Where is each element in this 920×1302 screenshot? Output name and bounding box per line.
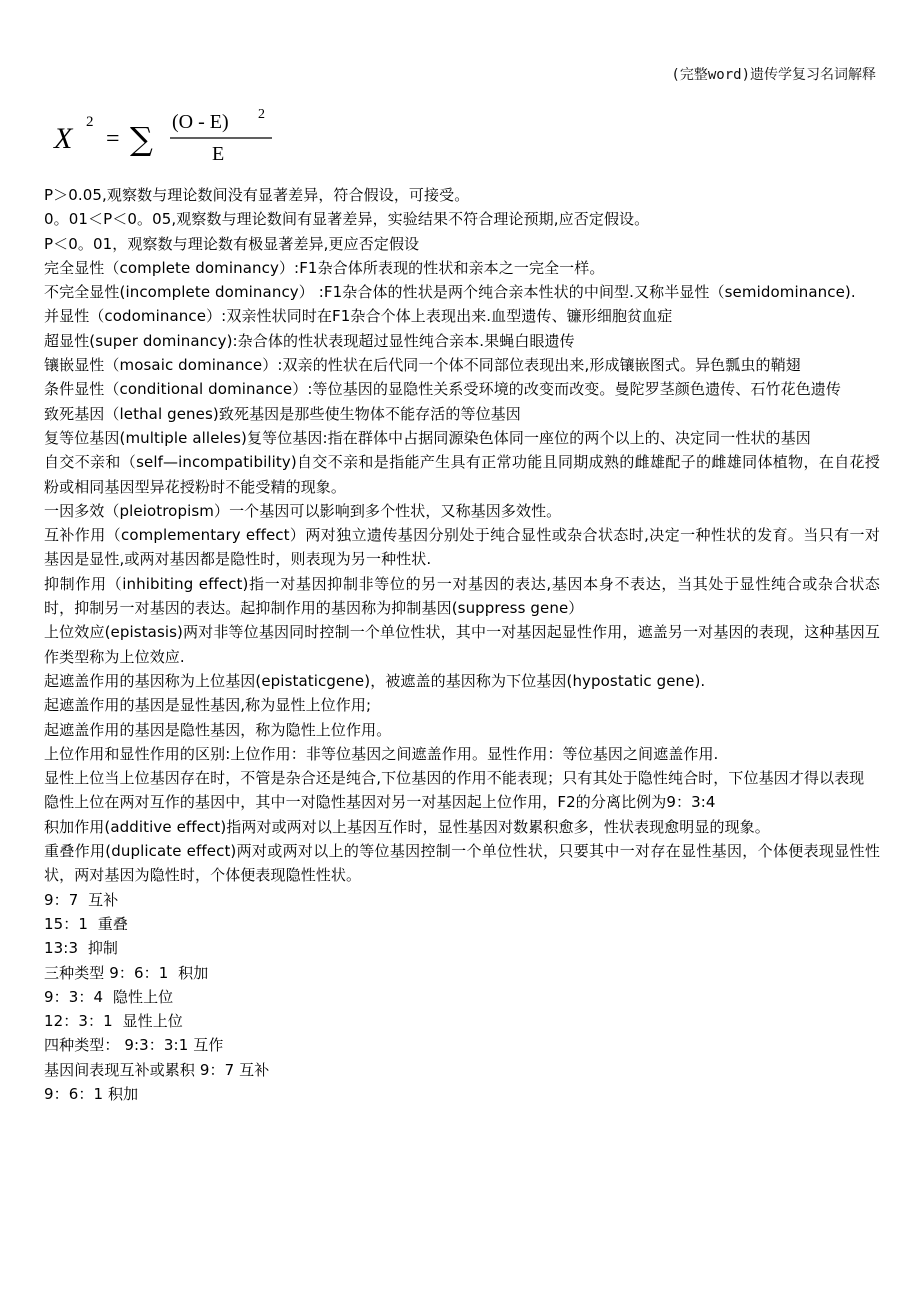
paragraph: 不完全显性(incomplete dominancy） :F1杂合体的性状是两个纯合亲本性状的中间型.又称半显性（semidominance).	[44, 283, 856, 302]
formula-denominator: E	[212, 143, 225, 165]
ratio-line: 12：3：1 显性上位	[44, 1012, 183, 1031]
paragraph: 0。01＜P＜0。05,观察数与理论数间有显著差异，实验结果不符合理论预期,应否定假设。	[44, 210, 650, 229]
paragraph: 上位效应(epistasis)两对非等位基因同时控制一个单位性状，其中一对基因起显性作用，遮盖另一对基因的表现，这种基因互作类型称为上位效应.	[44, 623, 880, 666]
paragraph: 积加作用(additive effect)指两对或两对以上基因互作时，显性基因对数累积愈多，性状表现愈明显的现象。	[44, 817, 770, 836]
formula-numerator: (O - E)	[172, 111, 229, 133]
ratio-line: 9：7 互补	[44, 890, 119, 909]
ratio-line: 13:3 抑制	[44, 939, 119, 958]
formula-lhs: X	[54, 122, 73, 155]
document-body	[44, 183, 880, 1106]
ratio-line: 9：6：1 积加	[44, 1084, 139, 1103]
paragraph: 起遮盖作用的基因是显性基因,称为显性上位作用;	[44, 696, 372, 715]
paragraph: 重叠作用(duplicate effect)两对或两对以上的等位基因控制一个单位性状，只要其中一对存在显性基因，个体便表现显性性状，两对基因为隐性时，个体便表现隐性性状。	[44, 842, 880, 885]
ratio-line: 四种类型： 9:3：3:1 互作	[44, 1036, 224, 1055]
paragraph: P＜0。01，观察数与理论数有极显著差异,更应否定假设	[44, 234, 420, 253]
paragraph: 条件显性（conditional dominance）:等位基因的显隐性关系受环境的改变而改变。曼陀罗茎颜色遗传、石竹花色遗传	[44, 380, 841, 399]
document-header: (完整word)遗传学复习名词解释	[671, 67, 876, 83]
paragraph: 抑制作用（inhibiting effect)指一对基因抑制非等位的另一对基因的表达,基因本身不表达，当其处于显性纯合或杂合状态时，抑制另一对基因的表达。起抑制作用的基因称为抑制基因(suppress gene）	[44, 574, 880, 618]
paragraph: P＞0.05,观察数与理论数间没有显著差异，符合假设，可接受。	[44, 186, 470, 204]
formula-equals: =	[106, 126, 120, 152]
chi-square-formula	[42, 96, 282, 168]
paragraph: 超显性(super dominancy):杂合体的性状表现超过显性纯合亲本.果蝇白眼遗传	[44, 331, 575, 350]
paragraph: 隐性上位在两对互作的基因中，其中一对隐性基因对另一对基因起上位作用，F2的分离比例为9：3:4	[44, 793, 716, 812]
ratio-line: 基因间表现互补或累积 9：7 互补	[44, 1060, 270, 1079]
paragraph: 镶嵌显性（mosaic dominance）:双亲的性状在后代同一个体不同部位表现出来,形成镶嵌图式。异色瓢虫的鞘翅	[44, 356, 801, 375]
paragraph: 显性上位当上位基因存在时，不管是杂合还是纯合,下位基因的作用不能表现；只有其处于隐性纯合时，下位基因才得以表现	[44, 769, 865, 788]
paragraph: 起遮盖作用的基因是隐性基因，称为隐性上位作用。	[44, 720, 392, 739]
formula-numerator-exponent: 2	[258, 107, 265, 122]
paragraph: 起遮盖作用的基因称为上位基因(epistaticgene)，被遮盖的基因称为下位基因(hypostatic gene).	[44, 671, 706, 690]
paragraph: 完全显性（complete dominancy）:F1杂合体所表现的性状和亲本之一完全一样。	[44, 258, 605, 277]
ratio-line: 9：3：4 隐性上位	[44, 987, 174, 1006]
paragraph: 致死基因（lethal genes)致死基因是那些使生物体不能存活的等位基因	[44, 404, 521, 423]
ratio-line: 三种类型 9：6：1 积加	[44, 963, 209, 982]
paragraph: 一因多效（pleiotropism）一个基因可以影响到多个性状，又称基因多效性。	[44, 501, 562, 520]
paragraph: 上位作用和显性作用的区别:上位作用：非等位基因之间遮盖作用。显性作用：等位基因之间遮盖作用.	[44, 744, 719, 763]
formula-lhs-exponent: 2	[86, 114, 94, 130]
paragraph: 自交不亲和（self—incompatibility)自交不亲和是指能产生具有正常功能且同期成熟的雌雄配子的雌雄同体植物，在自花授粉或相同基因型异花授粉时不能受精的现象。	[44, 453, 880, 496]
paragraph: 互补作用（complementary effect）两对独立遗传基因分别处于纯合显性或杂合状态时,决定一种性状的发育。当只有一对基因是显性,或两对基因都是隐性时，则表现为另一种性状.	[44, 526, 880, 569]
formula-sum-sign: ∑	[130, 120, 153, 158]
paragraph: 复等位基因(multiple alleles)复等位基因:指在群体中占据同源染色体同一座位的两个以上的、决定同一性状的基因	[44, 428, 811, 447]
ratio-line: 15：1 重叠	[44, 914, 128, 933]
paragraph: 并显性（codominance）:双亲性状同时在F1杂合个体上表现出来.血型遗传、镰形细胞贫血症	[44, 307, 673, 326]
